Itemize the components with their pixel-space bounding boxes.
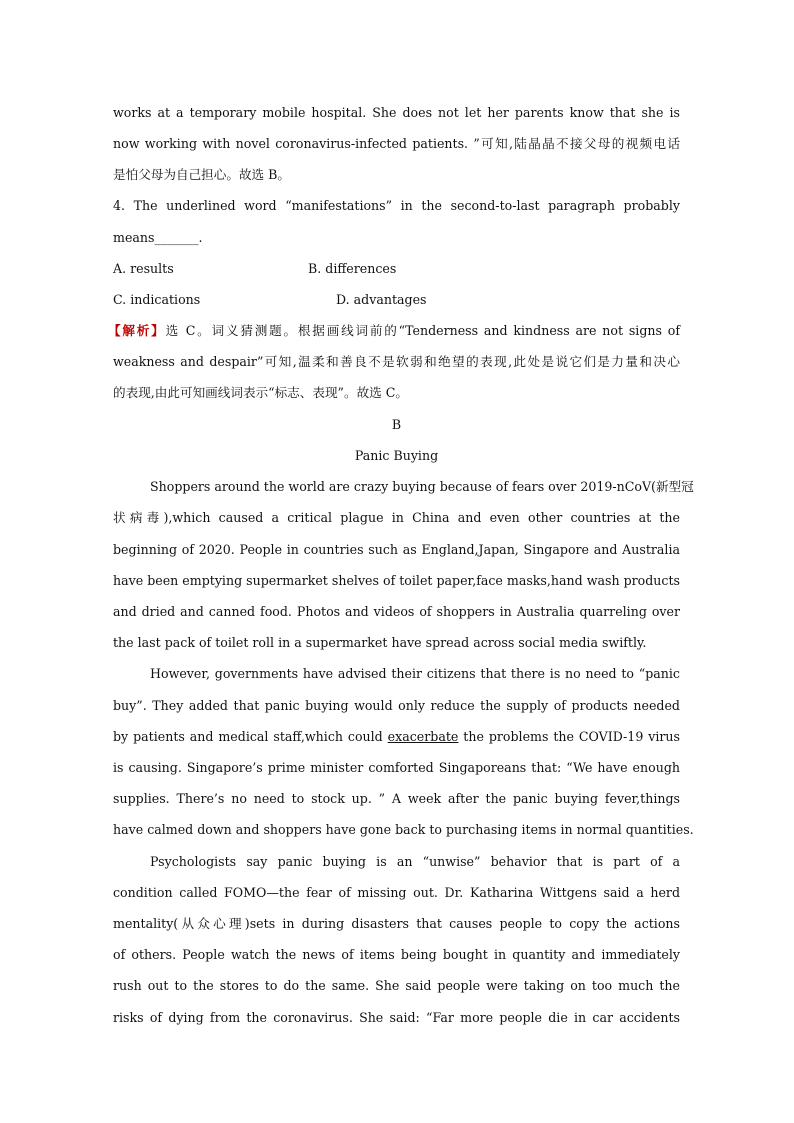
question-4-stem: 4. The underlined word “manifestations” in the second-to-last paragraph probably: [113, 198, 680, 213]
answer-continuation-line: works at a temporary mobile hospital. She does not let her parents know that she is: [113, 105, 680, 120]
option-c: C. indications: [113, 292, 201, 307]
paragraph-3-line: risks of dying from the coronavirus. She said: “Far more people die in car accidents: [113, 1010, 680, 1025]
paragraph-2-line: [113, 728, 680, 746]
paragraph-2-line: is causing. Singapore’s prime minister comforted Singaporeans that: “We have enough: [113, 760, 680, 775]
option-b: B. differences: [308, 261, 397, 276]
paragraph-2-line: supplies. There’s no need to stock up. ” A week after the panic buying fever,things: [113, 791, 680, 806]
paragraph-2-text: the problems the COVID-19 virus: [458, 729, 680, 744]
question-4-stem-blank: means_______.: [113, 230, 203, 245]
paragraph-1-line: the last pack of toilet roll in a supermarket have spread across social media swiftly.: [113, 635, 647, 650]
paragraph-3-line: Psychologists say panic buying is an “unwise” behavior that is part of a: [150, 854, 680, 869]
paragraph-2-text: by patients and medical staff,which could: [113, 729, 388, 744]
paragraph-1-line: Shoppers around the world are crazy buying because of fears over 2019-nCoV(新型冠: [150, 479, 694, 494]
paragraph-1-line: and dried and canned food. Photos and videos of shoppers in Australia quarreling over: [113, 604, 680, 619]
paragraph-2-line: However, governments have advised their citizens that there is no need to “panic: [150, 666, 680, 681]
option-a: A. results: [113, 261, 174, 276]
option-d: D. advantages: [336, 292, 427, 307]
analysis-text: 选 C。词义猜测题。根据画线词前的“Tenderness and kindness are not signs of: [165, 323, 680, 338]
paragraph-1-line: 状病毒),which caused a critical plague in China and even other countries at the: [113, 510, 680, 525]
section-letter: B: [391, 417, 402, 432]
paragraph-3-line: mentality(从众心理)sets in during disasters that causes people to copy the actions: [113, 916, 680, 931]
paragraph-3-line: of others. People watch the news of items being bought in quantity and immediately: [113, 947, 680, 962]
answer-continuation-line: now working with novel coronavirus-infected patients. ”可知,陆晶晶不接父母的视频电话: [113, 136, 680, 151]
analysis-line: weakness and despair”可知,温柔和善良不是软弱和绝望的表现,此处是说它们是力量和决心: [113, 354, 680, 369]
paragraph-3-line: condition called FOMO—the fear of missing out. Dr. Katharina Wittgens said a herd: [113, 885, 680, 900]
passage-title: Panic Buying: [354, 448, 439, 463]
paragraph-2-line: buy”. They added that panic buying would only reduce the supply of products needed: [113, 698, 680, 713]
paragraph-2-line: have calmed down and shoppers have gone back to purchasing items in normal quantities.: [113, 822, 694, 837]
analysis-tag: 【解析】: [108, 323, 166, 338]
paragraph-1-line: beginning of 2020. People in countries such as England,Japan, Singapore and Australia: [113, 542, 680, 557]
analysis-line: [108, 322, 680, 340]
paragraph-3-line: rush out to the stores to do the same. She said people were taking on too much the: [113, 978, 680, 993]
analysis-line: 的表现,由此可知画线词表示“标志、表现”。故选 C。: [113, 385, 408, 400]
paragraph-1-line: have been emptying supermarket shelves of toilet paper,face masks,hand wash products: [113, 573, 680, 588]
answer-continuation-line: 是怕父母为自己担心。故选 B。: [113, 167, 290, 182]
underlined-word: exacerbate: [387, 729, 459, 744]
